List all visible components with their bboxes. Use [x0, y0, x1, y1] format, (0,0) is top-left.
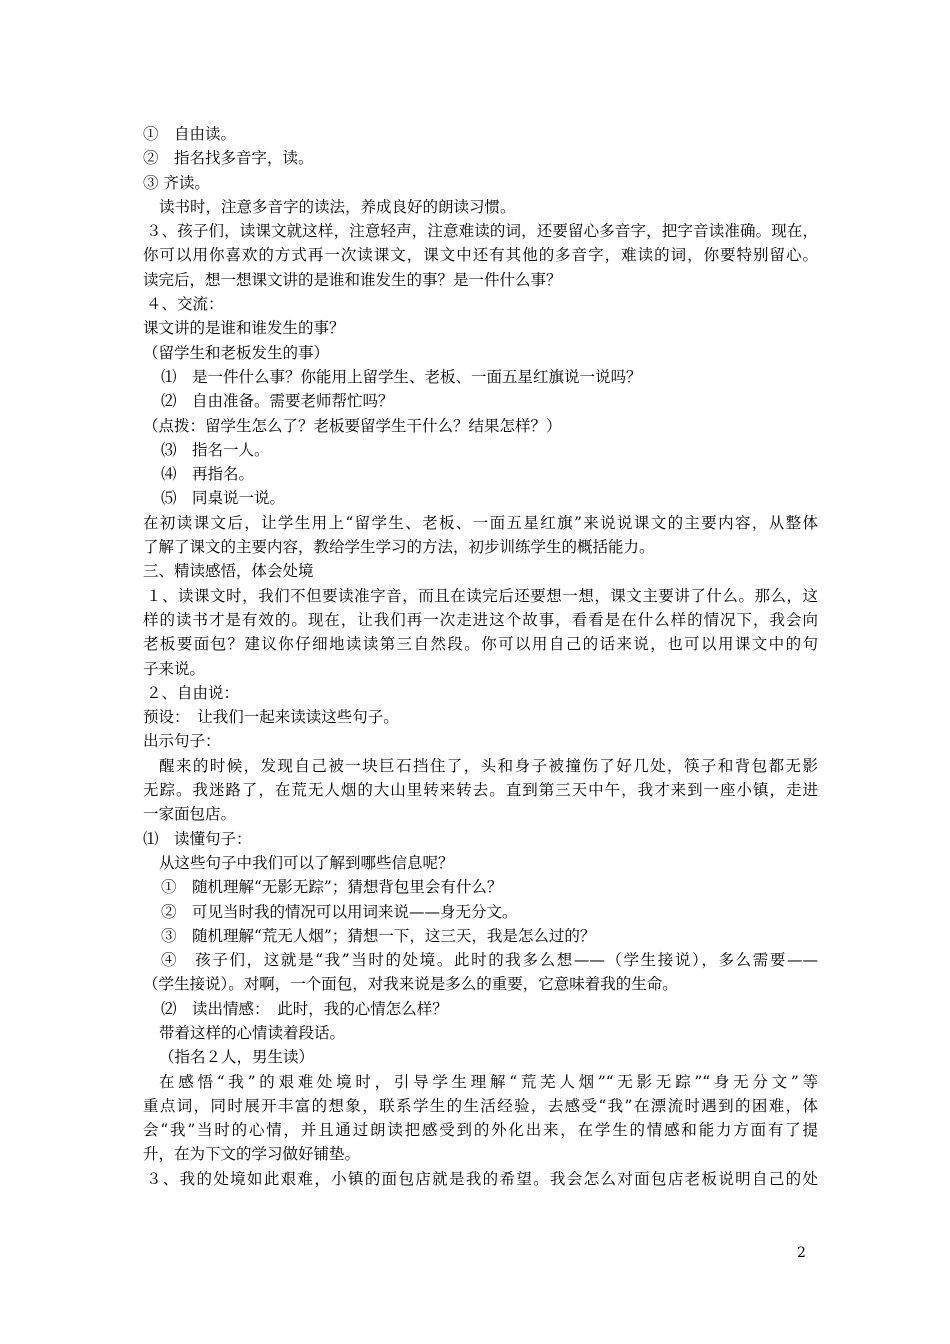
text-line: ４、交流：	[146, 295, 224, 314]
document-body	[143, 122, 818, 1191]
text-line: 醒来的时候，发现自己被一块巨石挡住了，头和身子被撞伤了好几处，筷子和背包都无影	[159, 756, 818, 775]
text-line: 带着这样的心情读着段话。	[159, 1023, 346, 1042]
text-line: ③ 随机理解“荒无人烟”；猜想一下，这三天，我是怎么过的？	[161, 926, 596, 945]
text-line: 在感悟“我”的艰难处境时，引导学生理解“荒芜人烟”“无影无踪”“身无分文”等	[159, 1072, 818, 1091]
text-line: 样的读书才是有效的。现在，让我们再一次走进这个故事，看看是在什么样的情况下，我会向	[143, 610, 818, 629]
text-line: ⑶ 指名一人。	[161, 440, 270, 459]
text-line: ① 自由读。	[143, 125, 237, 143]
text-line: ⑸ 同桌说一说。	[161, 489, 286, 508]
text-line: ② 可见当时我的情况可以用词来说——身无分文。	[161, 902, 518, 921]
text-line: ⑵ 读出情感： 此时，我的心情怎么样？	[161, 999, 448, 1018]
text-line: 在初读课文后，让学生用上“留学生、老板、一面五星红旗”来说说课文的主要内容，从整体	[143, 513, 818, 532]
text-line: 三、精读感悟，体会处境	[143, 562, 314, 581]
text-line: 课文讲的是谁和谁发生的事？	[143, 319, 345, 338]
text-line: （留学生和老板发生的事）	[143, 343, 330, 362]
text-line: ⑵ 自由准备。需要老师帮忙吗？	[161, 392, 394, 411]
text-line: （指名２人，男生读）	[159, 1048, 315, 1067]
text-line: ２、自由说：	[146, 683, 240, 702]
text-line: 读书时，注意多音字的读法，养成良好的朗读习惯。	[159, 197, 516, 216]
text-line: 老板要面包？建议你仔细地读读第三自然段。你可以用自己的话来说，也可以用课文中的句	[143, 635, 818, 654]
text-line: ⑷ 再指名。	[161, 465, 255, 484]
text-line: 你可以用你喜欢的方式再一次读课文，课文中还有其他的多音字，难读的词，你要特别留心。	[143, 246, 818, 265]
text-line: 无踪。我迷路了，在荒无人烟的大山里转来转去。直到第三天中午，我才来到一座小镇，走进	[143, 781, 818, 800]
text-line: 子来说。	[143, 659, 206, 678]
text-line: （点拨：留学生怎么了？老板要留学生干什么？结果怎样？）	[143, 416, 562, 435]
text-line: ③ 齐读。	[143, 173, 210, 192]
text-line: 升，在为下文的学习做好铺垫。	[143, 1145, 361, 1164]
text-line: 一家面包店。	[143, 805, 237, 824]
text-line: ３、我的处境如此艰难，小镇的面包店就是我的希望。我会怎么对面包店老板说明自己的处	[146, 1169, 818, 1188]
text-line: 重点词，同时展开丰富的想象，联系学生的生活经验，去感受“我”在漂流时遇到的困难，体	[143, 1096, 818, 1115]
text-line: ⑴ 读懂句子：	[143, 829, 252, 848]
text-line: １、读课文时，我们不但要读准字音，而且在读完后还要想一想，课文主要讲了什么。那么，这	[146, 586, 818, 605]
text-line: ④ 孩子们，这就是“我”当时的处境。此时的我多么想——（学生接说），多么需要——	[161, 951, 818, 970]
text-line: ３、孩子们，读课文就这样，注意轻声，注意难读的词，还要留心多音字，把字音读准确。现在，	[146, 222, 818, 241]
text-line: 从这些句子中我们可以了解到哪些信息呢？	[159, 853, 454, 872]
text-line: 会“我”当时的心情，并且通过朗读把感受到的外化出来，在学生的情感和能力方面有了提	[143, 1121, 818, 1140]
text-line: 出示句子：	[143, 732, 221, 751]
text-line: （学生接说）。对啊，一个面包，对我来说是多么的重要，它意味着我的生命。	[143, 975, 678, 994]
text-line: 读完后，想一想课文讲的是谁和谁发生的事？是一件什么事？	[143, 270, 562, 289]
text-line: 预设： 让我们一起来读读这些句子。	[143, 708, 399, 727]
page-number: 2	[797, 1245, 806, 1261]
text-line: 了解了课文的主要内容，教给学生学习的方法，初步训练学生的概括能力。	[143, 538, 655, 557]
text-line: ⑴ 是一件什么事？你能用上留学生、老板、一面五星红旗说一说吗？	[161, 367, 642, 386]
text-line: ① 随机理解“无影无踪”；猜想背包里会有什么？	[161, 878, 503, 897]
text-line: ② 指名找多音字，读。	[143, 149, 314, 168]
